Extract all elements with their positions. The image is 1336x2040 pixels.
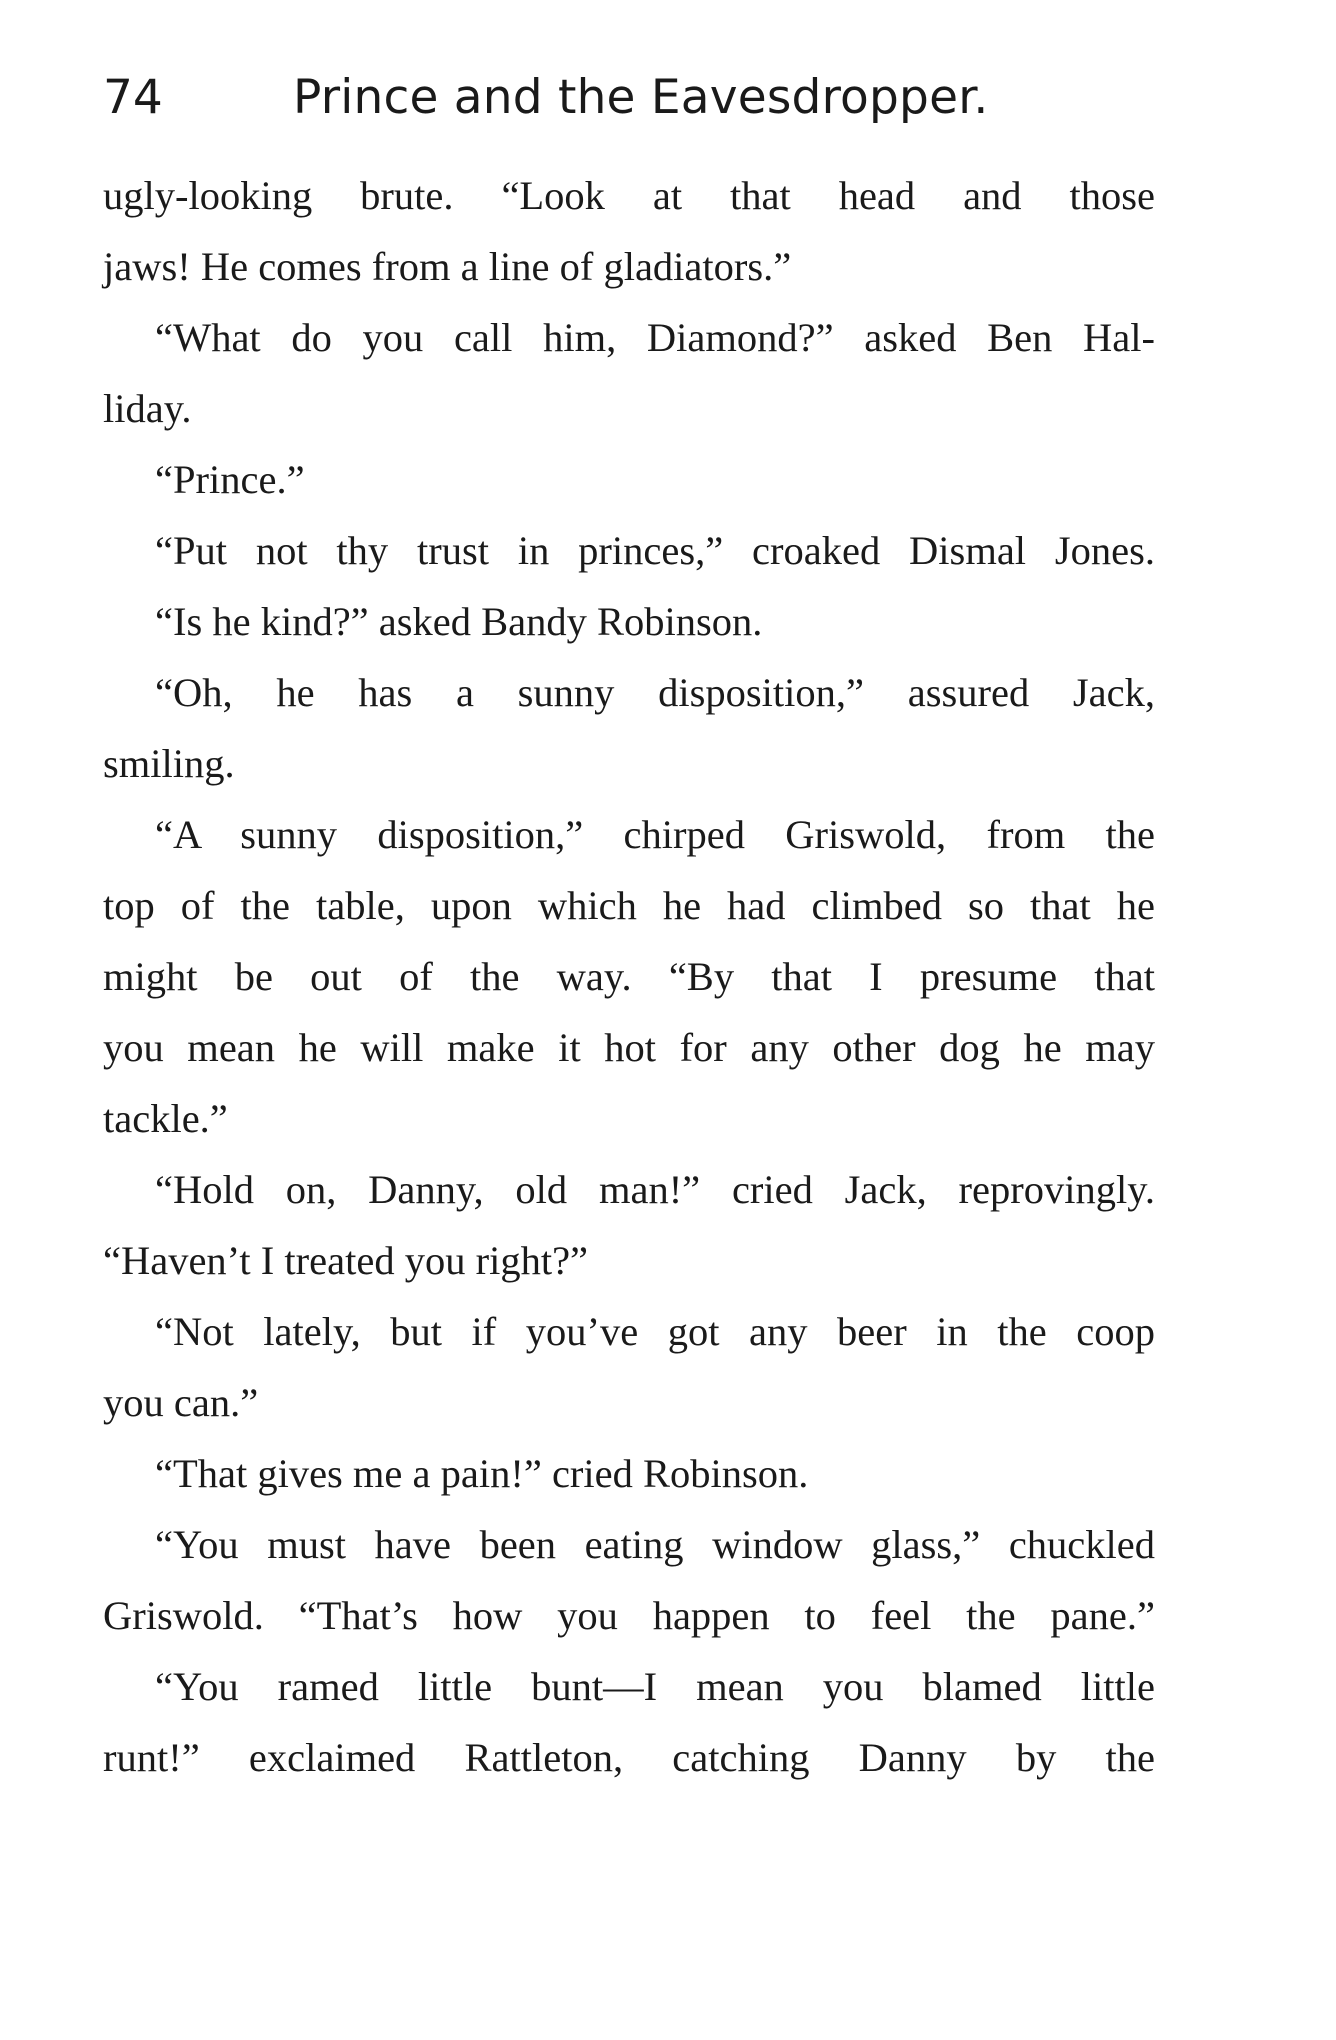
text-line: “Is he kind?” asked Bandy Robinson. [155,599,763,644]
running-title: Prince and the Eavesdropper. [293,70,989,125]
text-line: “Put not thy trust in princes,” croaked Dismal Jones. [155,528,1155,573]
text-line: “You must have been eating window glass,” chuckled [155,1522,1155,1567]
body-text [103,160,1155,1793]
text-line: top of the table, upon which he had climbed so that he [103,883,1155,928]
text-line: might be out of the way. “By that I presume that [103,954,1155,999]
text-line: jaws! He comes from a line of gladiators.” [103,244,792,289]
text-line: you mean he will make it hot for any other dog he may [103,1025,1155,1070]
text-line: liday. [103,386,192,431]
text-line: “Prince.” [155,457,305,502]
page-header [0,58,1336,138]
text-line: smiling. [103,741,235,786]
text-line: tackle.” [103,1096,228,1141]
text-line: “That gives me a pain!” cried Robinson. [155,1451,809,1496]
text-line: “Oh, he has a sunny disposition,” assured Jack, [155,670,1155,715]
text-line: Griswold. “That’s how you happen to feel the pane.” [103,1593,1155,1638]
text-line: “You ramed little bunt—I mean you blamed little [155,1664,1155,1709]
text-line: “Haven’t I treated you right?” [103,1238,589,1283]
text-line: “Hold on, Danny, old man!” cried Jack, reprovingly. [155,1167,1155,1212]
page-number: 74 [103,70,163,125]
text-line: runt!” exclaimed Rattleton, catching Danny by the [103,1735,1155,1780]
text-line: you can.” [103,1380,259,1425]
text-line: ugly-looking brute. “Look at that head and those [103,173,1155,218]
text-line: “Not lately, but if you’ve got any beer in the coop [155,1309,1155,1354]
text-line: “What do you call him, Diamond?” asked Ben Hal- [155,315,1155,360]
text-line: “A sunny disposition,” chirped Griswold, from the [155,812,1155,857]
